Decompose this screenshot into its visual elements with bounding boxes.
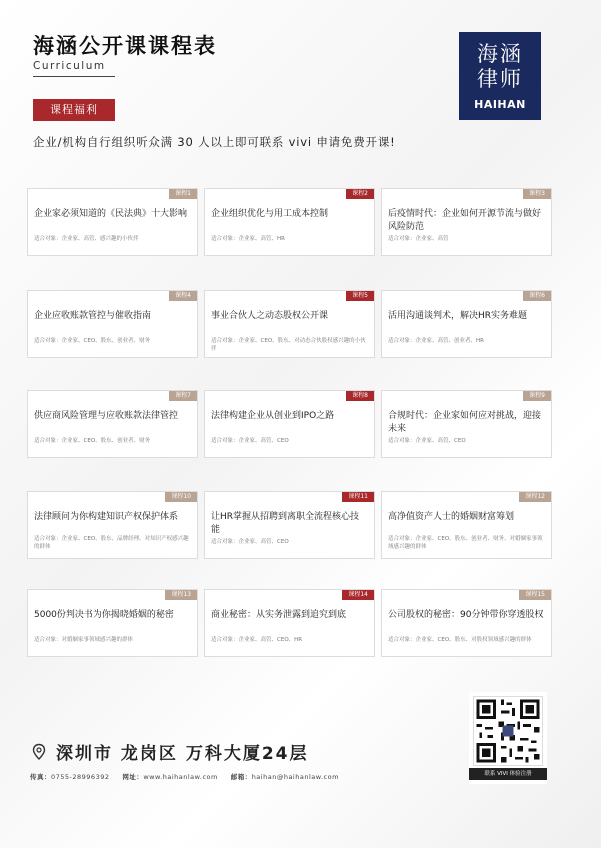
course-audience: 适合对象：企业家、CEO、股东、创业者、财务: [34, 338, 151, 344]
page-subtitle: Curriculum: [33, 60, 106, 72]
course-audience: 适合对象：企业家、CEO、股东、对股权领域感兴趣的群体: [388, 637, 532, 643]
course-audience: 适合对象：企业家、CEO、股东、创业者、财务: [34, 438, 151, 444]
haihan-logo: [459, 32, 541, 120]
course-number-tag: 课程14: [342, 590, 374, 600]
course-title: 企业家必须知道的《民法典》十大影响: [34, 209, 188, 219]
page-title: 海涵公开课课程表: [33, 34, 217, 58]
address-text: 深圳市 龙岗区 万科大厦24层: [56, 744, 309, 764]
course-audience: 适合对象：企业家、高管、HR: [211, 236, 285, 242]
course-number-tag: 课程11: [342, 492, 374, 502]
course-audience: 适合对象：企业家、CEO、股东、对动态合伙股权感兴趣的小伙伴: [211, 338, 366, 352]
course-number-tag: 课程3: [523, 189, 551, 199]
course-title: 合规时代：企业家如何应对挑战，迎接未来: [388, 411, 542, 434]
course-card: [27, 290, 198, 358]
web-label: 网址：: [122, 773, 144, 781]
course-card: [27, 589, 198, 657]
course-card: [27, 390, 198, 458]
qr-code-box: [469, 692, 547, 784]
course-card: [381, 390, 552, 458]
course-title: 企业组织优化与用工成本控制: [211, 209, 329, 219]
course-card: [204, 390, 375, 458]
course-audience: 适合对象：企业家、CEO、股东、创业者、财务、对婚姻家事领域感兴趣的群体: [388, 536, 543, 550]
course-number-tag: 课程12: [519, 492, 551, 502]
course-title: 法律构建企业从创业到IPO之路: [211, 411, 335, 421]
course-audience: 适合对象：对婚姻家事领域感兴趣的群体: [34, 637, 134, 643]
email-link[interactable]: haihan@haihanlaw.com: [251, 773, 339, 781]
course-audience: 适合对象：企业家、高管: [388, 236, 449, 242]
course-title: 让HR掌握从招聘到离职全流程核心技能: [211, 512, 360, 535]
course-card: [27, 188, 198, 256]
course-title: 商业秘密：从实务泄露到追究到底: [211, 610, 347, 620]
logo-text-en: HAIHAN: [474, 98, 526, 111]
course-number-tag: 课程15: [519, 590, 551, 600]
course-audience: 适合对象：企业家、高管、CEO: [388, 438, 466, 444]
course-title: 5000份判决书为你揭晓婚姻的秘密: [34, 610, 174, 620]
fax-value: 0755-28996392: [51, 773, 110, 781]
qr-caption: 联系 VIVI 体验注册: [469, 768, 547, 780]
intro-text: 企业/机构自行组织听众满 30 人以上即可联系 vivi 申请免费开课!: [33, 135, 396, 149]
web-link[interactable]: www.haihanlaw.com: [143, 773, 218, 781]
title-underline: [33, 76, 115, 77]
course-audience: 适合对象：企业家、CEO、股东、品牌经理、对知识产权感兴趣的群体: [34, 536, 189, 550]
course-number-tag: 课程6: [523, 291, 551, 301]
course-card: [381, 290, 552, 358]
course-card: [381, 491, 552, 559]
course-number-tag: 课程2: [346, 189, 374, 199]
course-title: 法律顾问为你构建知识产权保护体系: [34, 512, 179, 522]
course-card: [204, 589, 375, 657]
course-card: [204, 290, 375, 358]
course-card: [381, 589, 552, 657]
location-icon: [30, 743, 48, 761]
logo-text-cn: [459, 42, 541, 92]
qr-code-icon: [473, 696, 543, 766]
course-number-tag: 课程5: [346, 291, 374, 301]
course-audience: 适合对象：企业家、高管、感兴趣的小伙伴: [34, 236, 139, 242]
email-label: 邮箱：: [230, 773, 252, 781]
course-title: 供应商风险管理与应收账款法律管控: [34, 411, 179, 421]
course-title: 活用沟通谈判术，解决HR实务难题: [388, 311, 528, 321]
address-line: [30, 739, 309, 764]
course-title: 企业应收账款管控与催收指南: [34, 311, 152, 321]
course-number-tag: 课程1: [169, 189, 197, 199]
course-number-tag: 课程9: [523, 391, 551, 401]
course-audience: 适合对象：企业家、高管、CEO: [211, 539, 289, 545]
course-number-tag: 课程4: [169, 291, 197, 301]
course-card: [27, 491, 198, 559]
course-number-tag: 课程13: [165, 590, 197, 600]
course-number-tag: 课程10: [165, 492, 197, 502]
logo-line1: 海涵: [477, 42, 523, 66]
course-title: 后疫情时代：企业如何开源节流与做好风险防范: [388, 209, 542, 232]
course-audience: 适合对象：企业家、高管、CEO、HR: [211, 637, 303, 643]
course-audience: 适合对象：企业家、高管、创业者、HR: [388, 338, 484, 344]
fax-label: 传真：: [30, 773, 51, 781]
course-number-tag: 课程8: [346, 391, 374, 401]
course-card: [204, 188, 375, 256]
course-title: 事业合伙人之动态股权公开课: [211, 311, 329, 321]
course-card: [381, 188, 552, 256]
course-title: 高净值资产人士的婚姻财富筹划: [388, 512, 515, 522]
benefit-badge: 课程福利: [33, 99, 115, 121]
course-card: [204, 491, 375, 559]
contact-line: [30, 772, 339, 781]
course-title: 公司股权的秘密：90分钟带你穿透股权: [388, 610, 544, 620]
course-number-tag: 课程7: [169, 391, 197, 401]
logo-line2: 律师: [477, 67, 523, 91]
course-audience: 适合对象：企业家、高管、CEO: [211, 438, 289, 444]
